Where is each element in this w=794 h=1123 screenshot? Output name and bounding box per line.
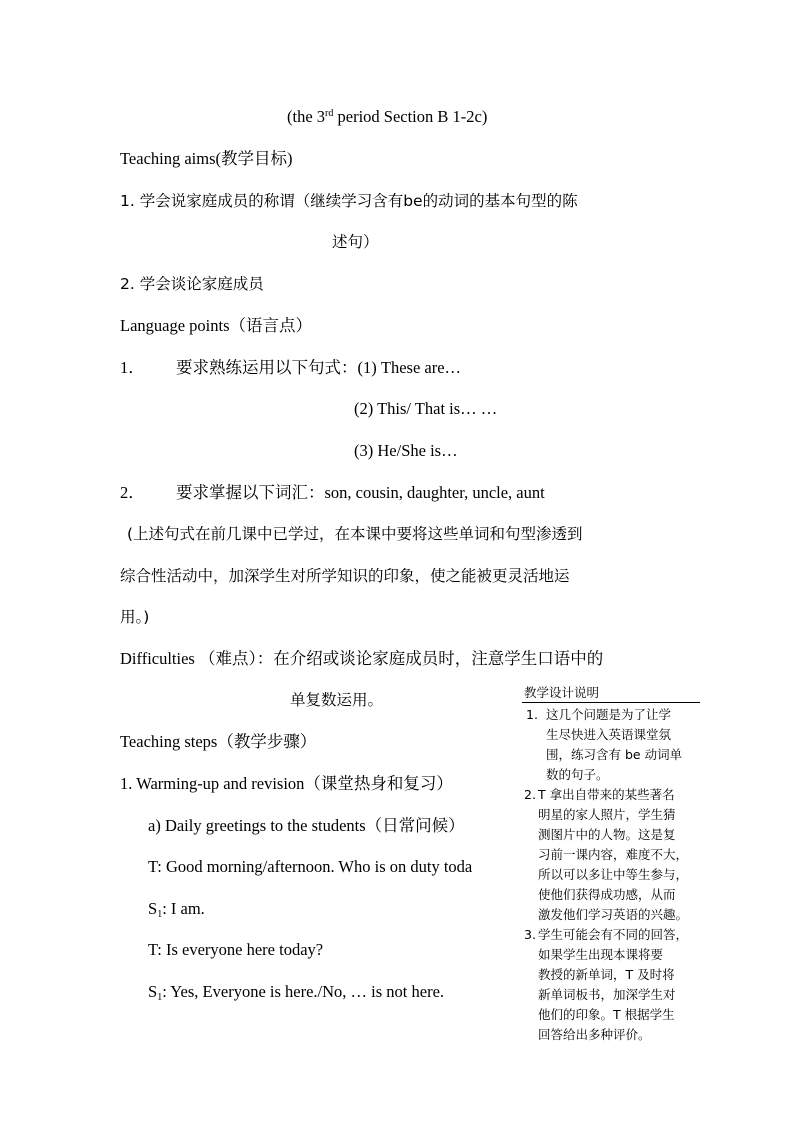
lp-note-line-2: 综合性活动中，加深学生对所学知识的印象，使之能被更灵活地运 xyxy=(120,567,570,585)
aims-heading: Teaching aims(教学目标) xyxy=(120,149,293,168)
note-line: 新单词板书，加深学生对 xyxy=(538,987,676,1002)
note-line: 明星的家人照片，学生猜 xyxy=(538,807,676,822)
note-line: 激发他们学习英语的兴趣。 xyxy=(538,907,689,922)
design-note xyxy=(522,785,704,925)
note-line: 生尽快进入英语课堂氛 xyxy=(546,727,672,742)
note-line: 测图片中的人物。这是复 xyxy=(538,827,676,842)
dialog-s-2 xyxy=(148,982,444,1002)
aims-item-1-line-2: 述句） xyxy=(332,233,379,251)
lp-item-2-text: 要求掌握以下词汇：son, cousin, daughter, uncle, aunt xyxy=(176,483,545,502)
section-header xyxy=(287,107,487,127)
note-line: 习前一课内容，难度不大， xyxy=(538,847,689,862)
lp-item-2-num: 2． xyxy=(120,483,145,502)
note-line: 如果学生出现本课将要 xyxy=(538,947,664,962)
note-line: 他们的印象。T 根据学生 xyxy=(538,1007,675,1022)
design-notes-title: 教学设计说明 xyxy=(522,684,700,703)
lp-note-line-1: (上述句式在前几课中已学过，在本课中要将这些单词和句型渗透到 xyxy=(127,525,583,543)
lp-item-1-sub-3: (3) He/She is… xyxy=(354,441,458,460)
note-line: 教授的新单词，T 及时将 xyxy=(538,967,675,982)
aims-item-2: 2. 学会谈论家庭成员 xyxy=(120,275,264,293)
note-number: 2. xyxy=(524,787,536,802)
note-line: 回答给出多种评价。 xyxy=(538,1027,651,1042)
speaker-sub: 1 xyxy=(157,909,163,920)
header-prefix: (the 3 xyxy=(287,107,326,126)
dialog-t-2: T: Is everyone here today? xyxy=(148,940,324,959)
dialog-text: : I am. xyxy=(162,899,205,918)
note-line: 使他们获得成功感，从而 xyxy=(538,887,676,902)
note-line: 学生可能会有不同的回答， xyxy=(538,927,689,942)
note-number: 3. xyxy=(524,927,536,942)
difficulties-line-1: Difficulties （难点）：在介绍或谈论家庭成员时，注意学生口语中的 xyxy=(120,649,604,668)
design-notes-box xyxy=(522,684,704,1045)
speaker-s: S xyxy=(148,982,158,1001)
note-line: 这几个问题是为了让学 xyxy=(546,707,672,722)
lp-note-line-3: 用。) xyxy=(120,608,150,626)
difficulties-line-2: 单复数运用。 xyxy=(290,691,384,709)
speaker-s: S xyxy=(148,899,158,918)
lp-item-1-text: 要求熟练运用以下句式：(1) These are… xyxy=(176,358,462,377)
note-line: 数的句子。 xyxy=(546,767,609,782)
language-points-heading: Language points（语言点） xyxy=(120,316,313,335)
lp-item-1-num: 1． xyxy=(120,358,145,377)
dialog-t-1: T: Good morning/afternoon. Who is on duty toda xyxy=(148,857,473,876)
dialog-text: : Yes, Everyone is here./No, … is not here. xyxy=(162,982,445,1001)
note-line: 所以可以多让中等生参与， xyxy=(538,867,689,882)
steps-item-1: 1. Warming-up and revision（课堂热身和复习） xyxy=(120,774,453,793)
speaker-sub: 1 xyxy=(157,992,163,1003)
note-line: T 拿出自带来的某些著名 xyxy=(538,787,675,802)
lp-item-1-sub-2: (2) This/ That is… … xyxy=(354,399,498,418)
steps-sub-a: a) Daily greetings to the students（日常问候） xyxy=(148,816,465,835)
design-note xyxy=(522,925,704,1045)
header-suffix: period Section B 1-2c) xyxy=(333,107,488,126)
design-note xyxy=(522,705,704,785)
note-line: 围，练习含有 be 动词单 xyxy=(546,747,683,762)
steps-heading: Teaching steps（教学步骤） xyxy=(120,732,317,751)
aims-item-1-line-1: 1. 学会说家庭成员的称谓（继续学习含有be的动词的基本句型的陈 xyxy=(120,192,578,210)
note-number: 1. xyxy=(526,707,538,722)
dialog-s-1 xyxy=(148,899,205,919)
header-sup: rd xyxy=(325,108,334,119)
